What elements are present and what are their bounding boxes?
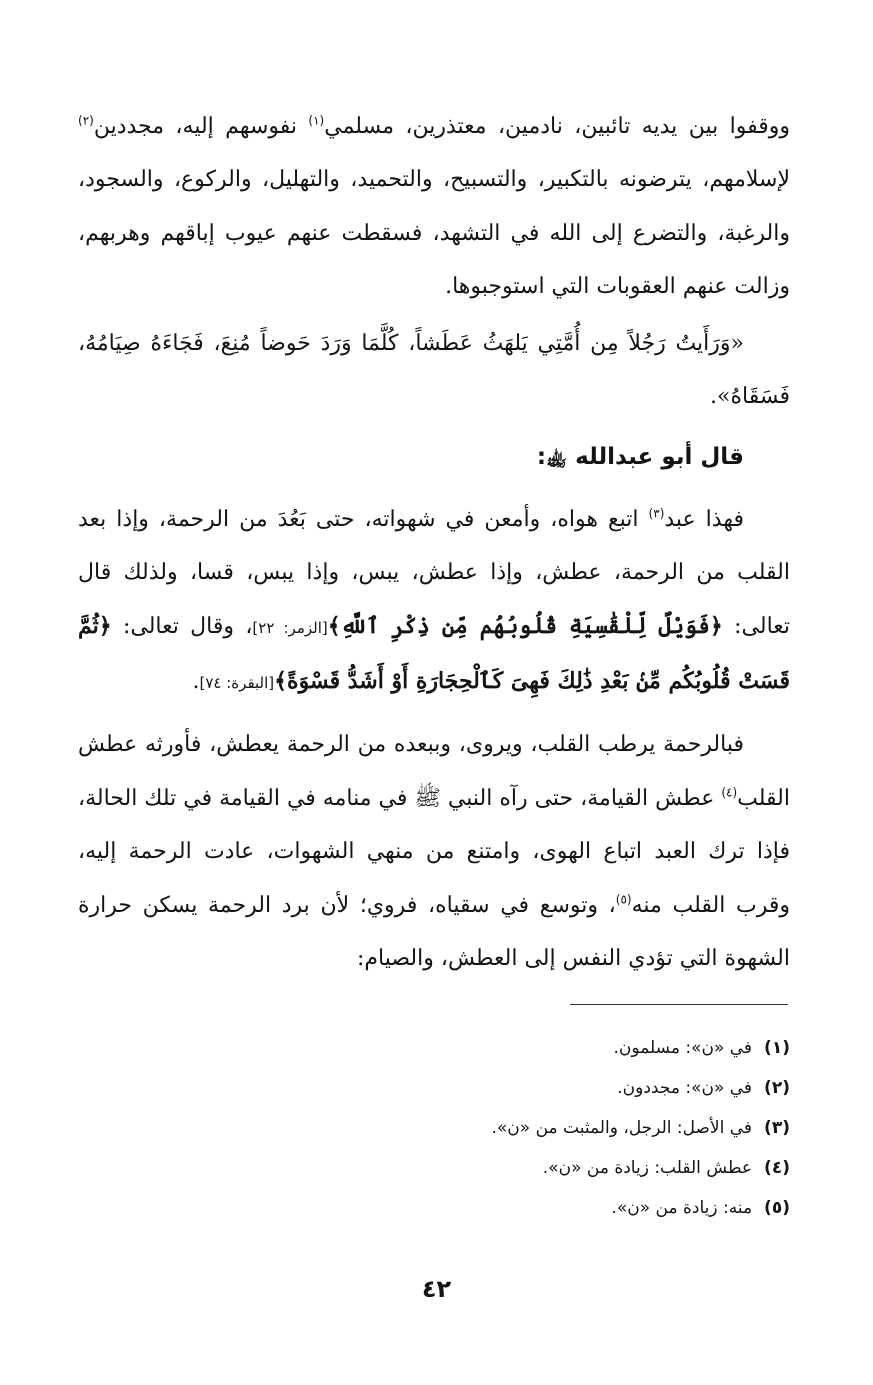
footnotes bbox=[300, 1028, 790, 1228]
verse-reference-2: [البقرة: ٧٤] bbox=[199, 674, 275, 693]
main-text bbox=[78, 100, 790, 986]
text-run: ، وتوسع في سقياه، فروي؛ لأن برد الرحمة يسكن حرارة الشهوة التي تؤدي النفس إلى العطش، والصيام: bbox=[78, 892, 790, 972]
footnote-number: (٣) bbox=[764, 1118, 790, 1138]
footnote-number: (٥) bbox=[764, 1198, 790, 1218]
footnote-1 bbox=[300, 1028, 790, 1068]
footnote-separator bbox=[570, 1004, 788, 1005]
footnote-number: (٢) bbox=[764, 1078, 790, 1098]
text-run: لإسلامهم، يترضونه بالتكبير، والتسبيح، والتحميد، والتهليل، والركوع، والسجود، والرغبة، والتضرع إلى الله في التشهد، فسقطت عنهم عيوب إباقهم وهربهم، وزالت عنهم العقوبات التي استوجبوها. bbox=[78, 167, 790, 300]
text-run: عطش القيامة، حتى رآه النبي ﷺ في منامه في القيامة في تلك الحالة، فإذا ترك العبد اتباع الهوى، وامتنع من منهي الشهوات، عادت الرحمة إليه، وقرب القلب منه bbox=[77, 785, 790, 918]
section-heading: قال أبو عبدالله ﵀: bbox=[536, 444, 744, 471]
paragraph-3 bbox=[78, 718, 790, 985]
footnote-5 bbox=[300, 1188, 790, 1228]
footnote-number: (١) bbox=[764, 1038, 790, 1058]
hadith-quote: «وَرَأَيتُ رَجُلاً مِن أُمَّتِي يَلهَثُ عَطَشاً، كُلَّمَا وَرَدَ حَوضاً مُنِعَ، فَجَاءَهُ صِيَامُهُ، فَسَقَاهُ». bbox=[78, 330, 790, 410]
text-run: فهذا عبد bbox=[664, 506, 745, 532]
page-number: ٤٢ bbox=[421, 1275, 452, 1303]
footnote-ref-5: (٥) bbox=[615, 892, 632, 907]
footnote-ref-3: (٣) bbox=[648, 506, 665, 521]
footnote-text: في الأصل: الرجل، والمثبت من «ن». bbox=[491, 1118, 753, 1138]
footnote-text: في «ن»: مسلمون. bbox=[613, 1038, 753, 1058]
footnote-ref-1: (١) bbox=[308, 113, 325, 128]
verse-reference-1: [الزمر: ٢٢] bbox=[252, 618, 328, 637]
footnote-text: في «ن»: مجددون. bbox=[617, 1078, 753, 1098]
footnote-3 bbox=[300, 1108, 790, 1148]
paragraph-2 bbox=[78, 493, 790, 711]
footnote-text: منه: زيادة من «ن». bbox=[611, 1198, 753, 1218]
footnote-2 bbox=[300, 1068, 790, 1108]
footnote-text: عطش القلب: زيادة من «ن». bbox=[542, 1158, 753, 1178]
footnote-number: (٤) bbox=[764, 1158, 790, 1178]
quran-verse-2: ﴿ثُمَّ قَسَتْ قُلُوبُكُم مِّنۢ بَعْدِ ذَٰلِكَ فَهِىَ كَٱلْحِجَارَةِ أَوْ أَشَدُّ قَسْوَةً﴾ bbox=[78, 612, 790, 695]
text-run: ووقفوا بين يديه تائبين، نادمين، معتذرين، مسلمي bbox=[324, 114, 790, 139]
quran-verse-1: ﴿فَوَيْلٌ لِّلْقَٰسِيَةِ قُلُوبُهُم مِّن ذِكْرِ ٱللَّهِ﴾ bbox=[327, 612, 723, 639]
text-run: ، وقال تعالى: bbox=[111, 613, 253, 639]
text-run: اتبع هواه، وأمعن في شهواته، حتى بَعُدَ من الرحمة، وإذا بعد القلب من الرحمة، عطش، وإذا عطش، يبس، وإذا يبس، قسا، ولذلك قال تعالى: bbox=[78, 506, 791, 639]
footnote-ref-2: (٢) bbox=[78, 113, 94, 128]
footnote-4 bbox=[300, 1148, 790, 1188]
footnote-ref-4: (٤) bbox=[721, 785, 738, 800]
paragraph-1 bbox=[78, 100, 790, 314]
text-run: نفوسهم إليه، مجددين bbox=[93, 114, 309, 139]
text-run: . bbox=[192, 669, 200, 695]
text-run: فبالرحمة يرطب القلب، ويروى، وببعده من الرحمة يعطش، فأورثه عطش القلب bbox=[78, 732, 790, 811]
